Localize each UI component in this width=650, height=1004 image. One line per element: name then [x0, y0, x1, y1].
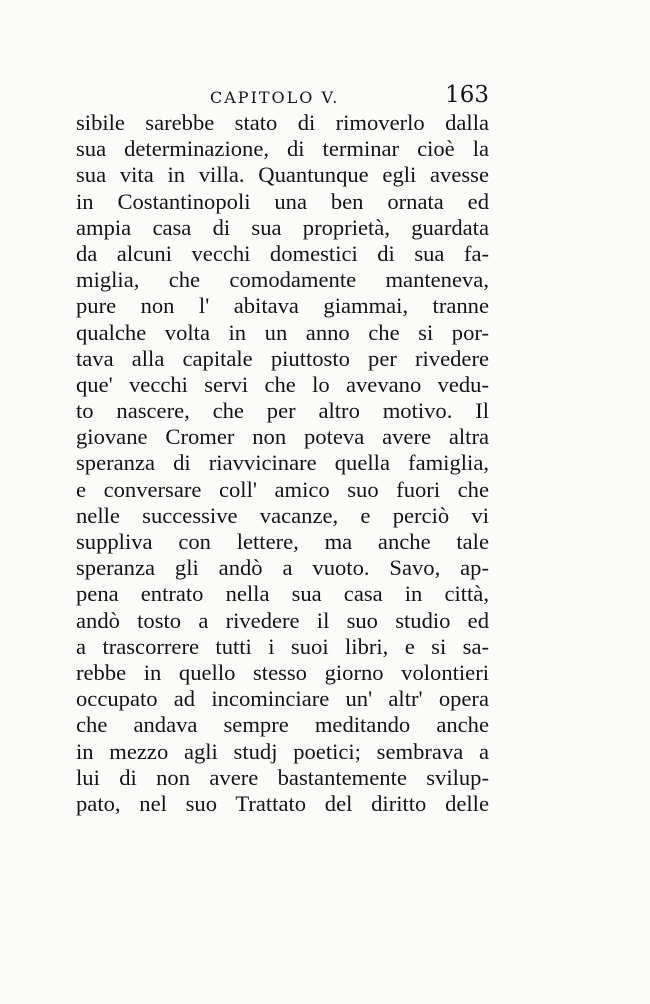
text-line: andò tosto a rivedere il suo studio ed — [76, 607, 489, 633]
text-line: pato, nel suo Trattato del diritto delle — [76, 790, 489, 816]
text-line: a trascorrere tutti i suoi libri, e si sa- — [76, 633, 489, 659]
text-line: to nascere, che per altro motivo. Il — [76, 398, 489, 424]
text-line: ampia casa di sua proprietà, guardata — [76, 214, 489, 240]
text-line: che andava sempre meditando anche — [76, 712, 489, 738]
text-line: pena entrato nella sua casa in città, — [76, 581, 489, 607]
text-line: lui di non avere bastantemente svilup- — [76, 764, 489, 790]
text-line: speranza gli andò a vuoto. Savo, ap- — [76, 555, 489, 581]
text-line: pure non l' abitava giammai, tranne — [76, 293, 489, 319]
text-line: sibile sarebbe stato di rimoverlo dalla — [76, 110, 489, 135]
text-line: sua vita in villa. Quantunque egli avesse — [76, 162, 489, 188]
text-line: qualche volta in un anno che si por- — [76, 319, 489, 345]
text-line: e conversare coll' amico suo fuori che — [76, 476, 489, 502]
text-line: que' vecchi servi che lo avevano vedu- — [76, 371, 489, 397]
text-line: suppliva con lettere, ma anche tale — [76, 529, 489, 554]
text-line: giovane Cromer non poteva avere altra — [76, 424, 489, 450]
text-line: da alcuni vecchi domestici di sua fa- — [76, 240, 489, 266]
text-line: miglia, che comodamente manteneva, — [76, 267, 489, 293]
body-text — [76, 110, 489, 817]
text-line: in mezzo agli studj poetici; sembrava a — [76, 738, 489, 764]
text-line: speranza di riavvicinare quella famiglia, — [76, 450, 489, 476]
text-line: rebbe in quello stesso giorno volontieri — [76, 659, 489, 685]
running-header — [76, 82, 489, 110]
text-line: nelle successive vacanze, e perciò vi — [76, 502, 489, 528]
text-line: occupato ad incominciare un' altr' opera — [76, 686, 489, 712]
text-line: in Costantinopoli una ben ornata ed — [76, 188, 489, 214]
text-line: tava alla capitale piuttosto per rivedere — [76, 345, 489, 371]
page-number: 163 — [445, 82, 489, 108]
chapter-heading: CAPITOLO V. — [210, 88, 340, 107]
text-line: sua determinazione, di terminar cioè la — [76, 136, 489, 162]
